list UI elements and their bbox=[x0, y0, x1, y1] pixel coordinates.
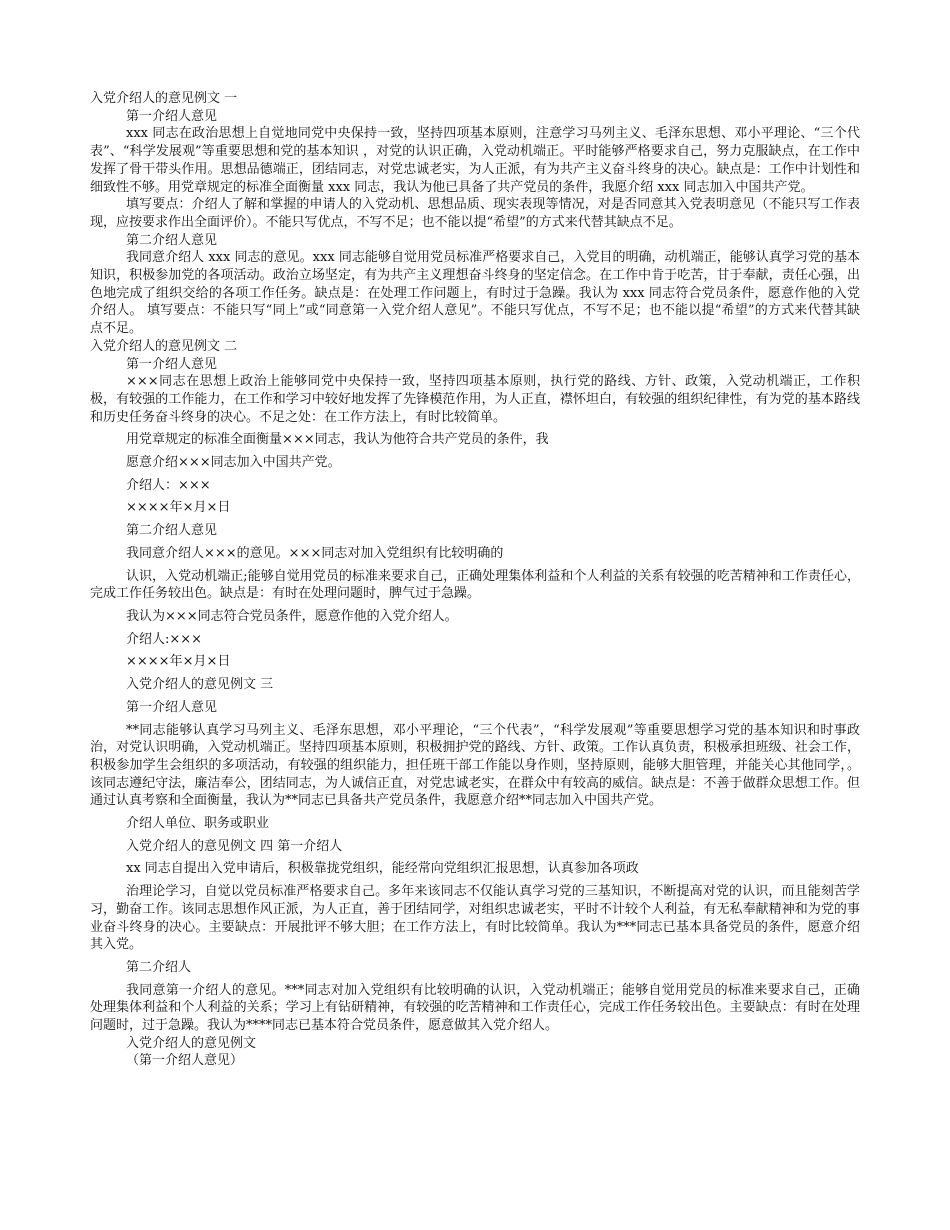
paragraph: 介绍人：××× bbox=[126, 477, 211, 493]
paragraph: 我同意第一介绍人的意见。***同志对加入党组织有比较明确的认识，入党动机端正；能够自觉用党员的标准来要求自己，正确处理集体利益和个人利益的关系；学习上有钻研精神，有较强的吃苦精神和工作责任心，完成工作任务较出色。主要缺点：有时在处理问题时，过于急躁。我认为****同志已基本符合党员条件，愿意做其入党介绍人。 bbox=[90, 982, 860, 1034]
paragraph: 第一介绍人意见 bbox=[126, 108, 218, 124]
paragraph: 填写要点：介绍人了解和掌握的申请人的入党动机、思想品质、现实表现等情况，对是否同意其入党表明意见（不能只写工作表现，应按要求作出全面评价）。不能只写优点，不写不足；也不能以提“希望”的方式来代替其缺点不足。 bbox=[90, 197, 860, 230]
paragraph: **同志能够认真学习马列主义、毛泽东思想，邓小平理论，“三个代表”，“科学发展观”等重要思想学习党的基本知识和时事政治，对党认识明确，入党动机端正。坚持四项基本原则，积极拥护党的路线、方针、政策。工作认真负责，积极承担班级、社会工作，积极参加学生会组织的多项活动，有较强的组织能力，担任班干部工作能以身作则，坚持原则，能够大胆管理，并能关心其他同学，。该同志遵纪守法，廉洁奉公，团结同志，为人诚信正直，对党忠诚老实，在群众中有较高的威信。缺点是：不善于做群众思想工作。但通过认真考察和全面衡量，我认为**同志已具备共产党员条件，我愿意介绍**同志加入中国共产党。 bbox=[90, 722, 860, 809]
paragraph: 介绍人单位、职务或职业 bbox=[126, 816, 270, 832]
paragraph: ××××年×月×日 bbox=[126, 500, 231, 516]
paragraph: 我同意介绍人 xxx 同志的意见。xxx 同志能够自觉用党员标准严格要求自己，入党目的明确，动机端正，能够认真学习党的基本知识，积极参加党的各项活动。政治立场坚定，有为共产主义理想奋斗终身的坚定信念。在工作中肯于吃苦，甘于奉献，责任心强，出色地完成了组织交给的各项工作任务。缺点是：在处理工作问题上，有时过于急躁。我认为 xxx 同志符合党员条件，愿意作他的入党介绍人。 填写要点：不能只写“同上”或“同意第一入党介绍人意见”。不能只写优点，不写不足；也不能以提“希望”的方式来代替其缺点不足。 bbox=[90, 250, 860, 337]
paragraph: 第二介绍人意见 bbox=[126, 523, 218, 539]
document-body bbox=[90, 90, 860, 1070]
paragraph: 第一介绍人意见 bbox=[126, 699, 218, 715]
paragraph: （第一介绍人意见） bbox=[126, 1053, 244, 1069]
paragraph: xx 同志自提出入党申请后，积极靠拢党组织，能经常向党组织汇报思想，认真参加各项政 bbox=[126, 861, 639, 877]
paragraph: 愿意介绍×××同志加入中国共产党。 bbox=[126, 455, 341, 471]
paragraph: 认识，入党动机端正;能够自觉用党员的标准来要求自己，正确处理集体利益和个人利益的关系有较强的吃苦精神和工作责任心，完成工作任务较出色。缺点是：有时在处理问题时，脾气过于急躁。 bbox=[90, 568, 860, 602]
paragraph: 我认为×××同志符合党员条件，愿意作他的入党介绍人。 bbox=[126, 608, 458, 624]
paragraph: xxx 同志在政治思想上自觉地同党中央保持一致，坚持四项基本原则，注意学习马列主义、毛泽东思想、邓小平理论、“三个代表”、“科学发展观”等重要思想和党的基本知识 ，对党的认识正确，入党动机端正。平时能够严格要求自己，努力克服缺点，在工作中发挥了骨干带头作用。思想品德端正，团结同志，对党忠诚老实，为人正派，有为共产主义奋斗终身的决心。缺点是：工作中计划性和细致性不够。用党章规定的标准全面衡量 xxx 同志，我认为他已具备了共产党员的条件，我愿介绍 xxx 同志加入中国共产党。 bbox=[90, 126, 860, 195]
paragraph: 我同意介绍人×××的意见。×××同志对加入党组织有比较明确的 bbox=[126, 545, 504, 561]
paragraph: 用党章规定的标准全面衡量×××同志，我认为他符合共产党员的条件，我 bbox=[126, 432, 549, 448]
paragraph: 入党介绍人的意见例文 bbox=[126, 1035, 257, 1051]
paragraph: 治理论学习，自觉以党员标准严格要求自己。多年来该同志不仅能认真学习党的三基知识，不断提高对党的认识，而且能刻苦学习，勤奋工作。该同志思想作风正派，为人正直，善于团结同学，对组织忠诚老实，平时不计较个人利益，有无私奉献精神和为党的事业奋斗终身的决心。主要缺点：开展批评不够大胆；在工作方法上，有时比较简单。我认为***同志已基本具备党员的条件，愿意介绍其入党。 bbox=[90, 884, 860, 953]
paragraph: ×××同志在思想上政治上能够同党中央保持一致，坚持四项基本原则，执行党的路线、方针、政策，入党动机端正，工作积极，有较强的工作能力，在工作和学习中较好地发挥了先锋模范作用，为人正直，襟怀坦白，有较强的组织纪律性，有为党的基本路线和历史任务奋斗终身的决心。不足之处：在工作方法上，有时比较简单。 bbox=[90, 374, 860, 425]
paragraph: ××××年×月×日 bbox=[126, 654, 231, 670]
paragraph: 入党介绍人的意见例文 四 第一介绍人 bbox=[126, 838, 343, 854]
paragraph: 入党介绍人的意见例文 三 bbox=[126, 677, 274, 693]
paragraph: 第一介绍人意见 bbox=[126, 356, 218, 372]
paragraph: 入党介绍人的意见例文 二 bbox=[90, 338, 238, 354]
paragraph: 入党介绍人的意见例文 一 bbox=[90, 91, 238, 106]
paragraph: 第二介绍人 bbox=[126, 959, 192, 975]
paragraph: 第二介绍人意见 bbox=[126, 232, 218, 248]
paragraph: 介绍人:××× bbox=[126, 631, 203, 647]
